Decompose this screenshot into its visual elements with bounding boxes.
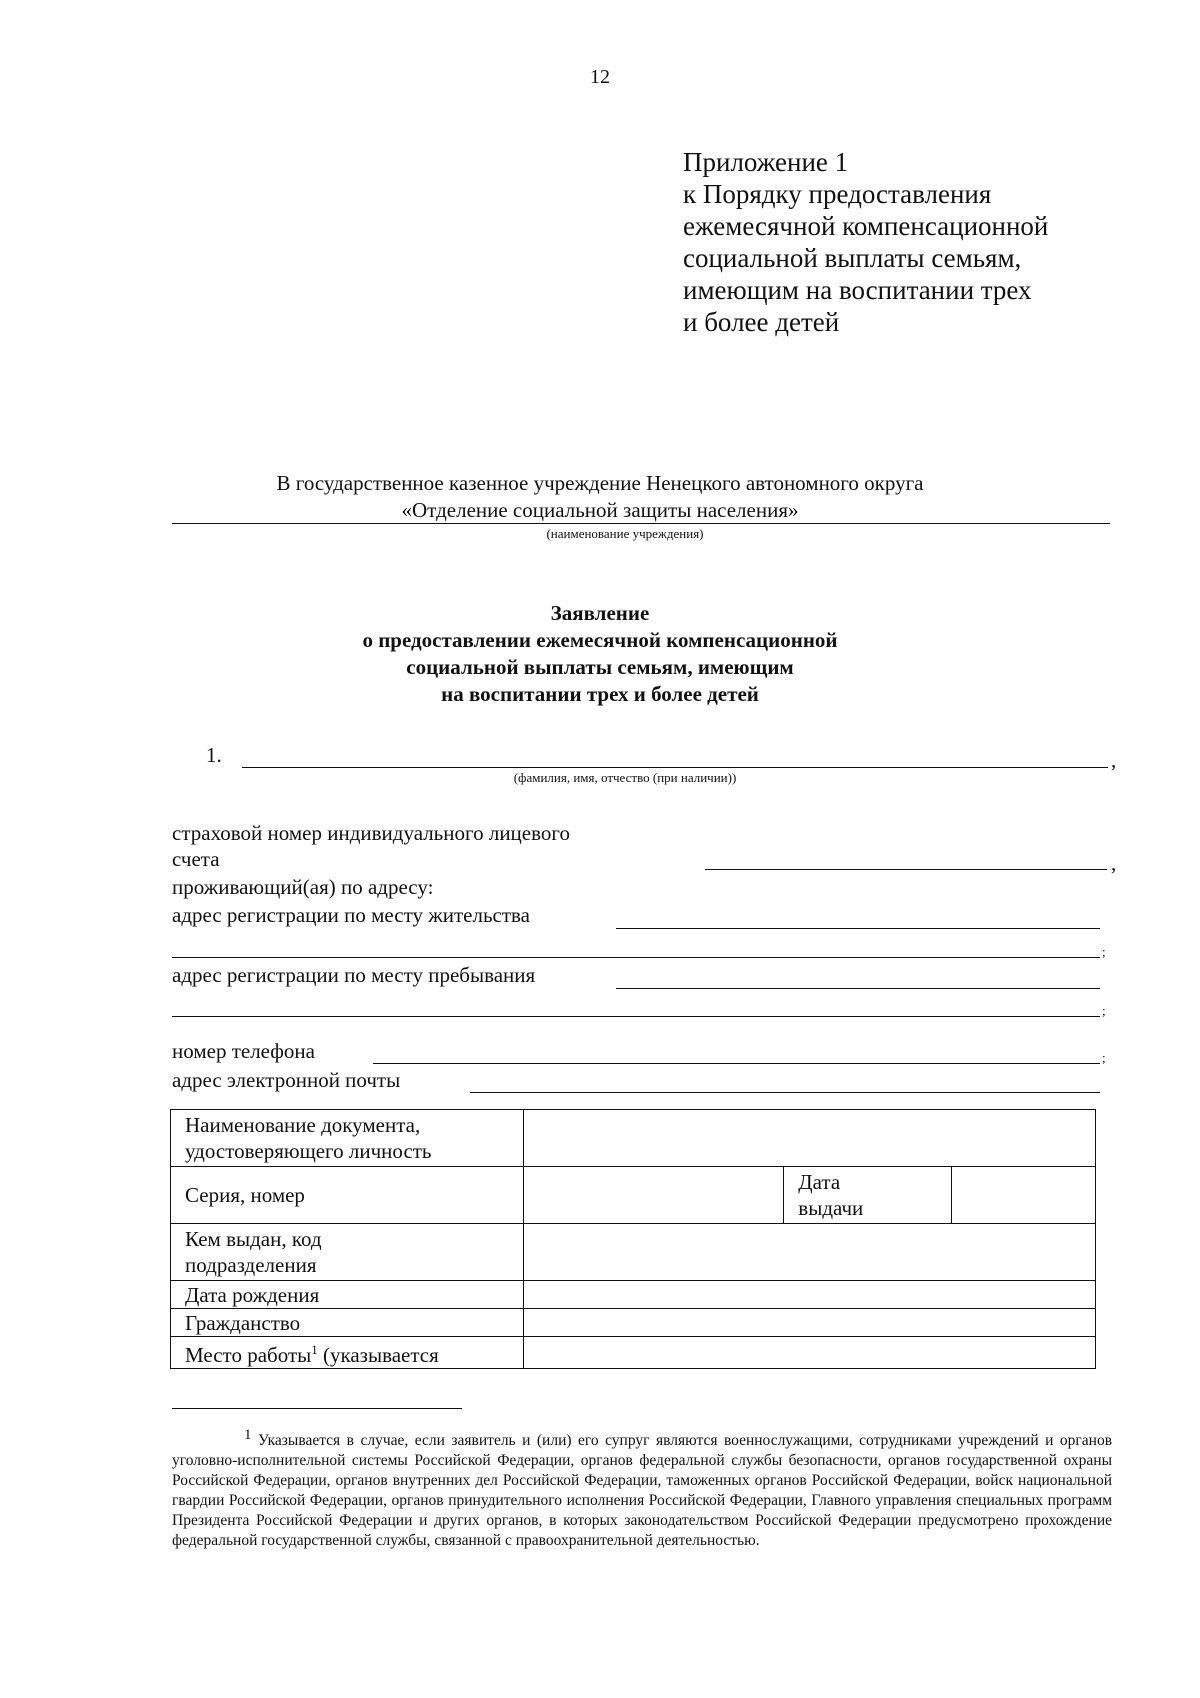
title-line-1: Заявление (550, 601, 650, 625)
table-row (171, 1309, 1096, 1337)
issue-date-label-line-2: выдачи (798, 1196, 864, 1220)
citizenship-label: Гражданство (171, 1309, 524, 1337)
appendix-line: и более детей (683, 307, 840, 337)
phone-semicolon: ; (1102, 1050, 1106, 1065)
document-title (0, 600, 1200, 708)
applicant-comma: , (1111, 748, 1117, 772)
snils-comma: , (1111, 851, 1117, 875)
identity-document-table (170, 1109, 1096, 1369)
table-row (171, 1110, 1096, 1167)
table-row (171, 1167, 1096, 1224)
email-field[interactable] (470, 1092, 1100, 1093)
doc-name-label (171, 1110, 524, 1167)
applicant-number: 1. (206, 743, 222, 767)
issue-date-label (784, 1167, 952, 1224)
phone-label: номер телефона (172, 1039, 315, 1063)
email-label: адрес электронной почты (172, 1068, 401, 1092)
table-row (171, 1224, 1096, 1281)
appendix-line: имеющим на воспитании трех (683, 275, 1032, 305)
issued-by-label-line-1: Кем выдан, код (185, 1227, 322, 1251)
recipient-line-2: «Отделение социальной защиты населения» (401, 498, 799, 522)
issued-by-label (171, 1224, 524, 1281)
recipient-line-1: В государственное казенное учреждение Ненецкого автономного округа (276, 471, 924, 495)
footnote-text: Указывается в случае, если заявитель и (или) его супруг являются военнослужащими, сотрудниками учреждений и органов уголовно-исполнительной системы Российской Федерации, органов федеральной службы безопасности, органов государственной охраны Российской Федерации, органов внутренних дел Российской Федерации, таможенных органов Российской Федерации, войск национальной гвардии Российской Федерации, органов принудительного исполнения Российской Федерации, Главного управления специальных программ Президента Российской Федерации и других органов, в которых законодательством Российской Федерации предусмотрено прохождение федеральной государственной службы, связанной с правоохранительной деятельностью. (172, 1432, 1113, 1550)
citizenship-value[interactable] (523, 1309, 1095, 1337)
reg-stay-label: адрес регистрации по месту пребывания (172, 963, 536, 987)
reg-stay-semicolon: ; (1102, 1003, 1106, 1018)
title-line-4: на воспитании трех и более детей (441, 682, 759, 706)
issued-by-label-line-2: подразделения (185, 1253, 317, 1277)
title-line-3: социальной выплаты семьям, имеющим (406, 655, 794, 679)
reg-residence-label: адрес регистрации по месту жительства (172, 903, 530, 927)
residing-label: проживающий(ая) по адресу: (172, 875, 434, 899)
series-number-label: Серия, номер (171, 1167, 524, 1224)
page-number: 12 (590, 66, 610, 88)
footnote-mark: 1 (244, 1427, 252, 1443)
reg-residence-field-line-2[interactable] (172, 957, 1100, 958)
workplace-value[interactable] (523, 1337, 1095, 1369)
workplace-footnote-mark: 1 (311, 1342, 318, 1357)
snils-label-line-1: страховой номер индивидуального лицевого (172, 821, 570, 845)
title-line-2: о предоставлении ежемесячной компенсационной (362, 628, 838, 652)
reg-residence-semicolon: ; (1102, 944, 1106, 959)
workplace-label (171, 1337, 524, 1369)
footnote-rule (172, 1408, 462, 1409)
issue-date-label-line-1: Дата (798, 1170, 841, 1194)
appendix-line: ежемесячной компенсационной (683, 211, 1049, 241)
series-number-value[interactable] (523, 1167, 784, 1224)
issue-date-value[interactable] (952, 1167, 1096, 1224)
applicant-name-field[interactable] (242, 767, 1108, 768)
appendix-line: Приложение 1 (683, 147, 849, 177)
birth-date-label: Дата рождения (171, 1281, 524, 1309)
doc-name-value[interactable] (523, 1110, 1095, 1167)
reg-stay-field[interactable] (616, 988, 1100, 989)
recipient-underline (172, 523, 1110, 524)
workplace-label-text: Место работы (185, 1343, 312, 1367)
recipient-block (0, 470, 1200, 524)
snils-label-line-2: счета (172, 847, 220, 871)
doc-name-label-line-2: удостоверяющего личность (185, 1139, 432, 1163)
appendix-line: к Порядку предоставления (683, 179, 992, 209)
phone-field[interactable] (373, 1063, 1100, 1064)
doc-name-label-line-1: Наименование документа, (185, 1113, 421, 1137)
birth-date-value[interactable] (523, 1281, 1095, 1309)
issued-by-value[interactable] (523, 1224, 1095, 1281)
snils-field[interactable] (705, 869, 1107, 870)
table-row (171, 1281, 1096, 1309)
workplace-label-tail: (указывается (317, 1343, 439, 1367)
reg-stay-field-line-2[interactable] (172, 1016, 1100, 1017)
appendix-header (683, 146, 1048, 338)
footnote (172, 1425, 1112, 1551)
recipient-caption: (наименование учреждения) (546, 526, 704, 541)
appendix-line: социальной выплаты семьям, (683, 243, 1022, 273)
table-row (171, 1337, 1096, 1369)
applicant-caption: (фамилия, имя, отчество (при наличии)) (513, 770, 737, 785)
reg-residence-field[interactable] (616, 928, 1100, 929)
